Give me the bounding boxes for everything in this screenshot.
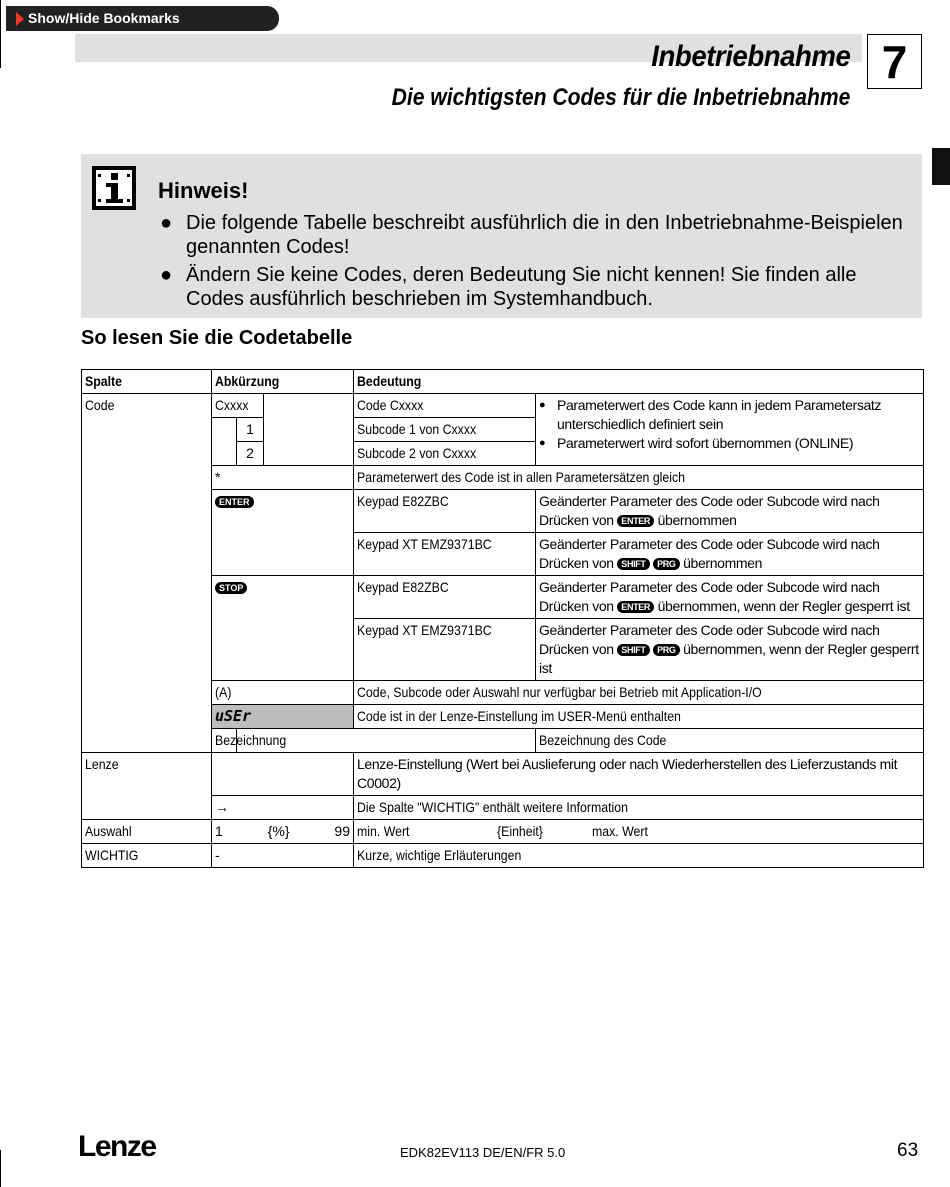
stop-key-icon: STOP [215,582,247,594]
cell-code-bullets [536,394,924,466]
cell-wichtig-abbr: - [212,844,354,868]
note-title: Hinweis! [158,178,249,203]
cell-bezeichnung-desc: Bezeichnung des Code [536,729,924,753]
cell-arrow [212,796,354,820]
cell-wichtig-label: WICHTIG [82,844,212,868]
cell-sub1-desc: Subcode 1 von Cxxxx [354,418,536,442]
cell-stop-key [212,576,354,681]
cell-user-desc: Code ist in der Lenze-Einstellung im USER-Menü enthalten [354,705,924,729]
prg-key-icon: PRG [653,644,679,656]
cell-auswahl-label: Auswahl [82,820,212,844]
table-row [82,394,924,418]
cell-bezeichnung-label: Bezeichnung [212,729,237,753]
table-row [82,844,924,868]
table-header-row [82,370,924,394]
cell-stop-kp1-desc: Geänderter Parameter des Code oder Subcode wird nach Drücken von ENTER übernommen, wenn der Regler gesperrt ist [536,576,924,619]
cell-enter-kp1-desc: Geänderter Parameter des Code oder Subcode wird nach Drücken von ENTER übernommen [536,490,924,533]
list-item: ● Parameterwert des Code kann in jedem Parametersatz unterschiedlich definiert sein [539,396,920,434]
cell-subcode-indent [212,418,237,466]
cell-a-desc: Code, Subcode oder Auswahl nur verfügbar bei Betrieb mit Application-I/O [354,681,924,705]
cell-sub2-num: 2 [237,442,264,466]
cell-cxxxx: Cxxxx [212,394,264,418]
header-cell-abkuerzung: Abkürzung [212,370,354,394]
enter-key-icon: ENTER [617,515,654,527]
cell-star-desc: Parameterwert des Code ist in allen Parametersätzen gleich [354,466,924,490]
cell-arrow-desc: Die Spalte "WICHTIG" enthält weitere Information [354,796,924,820]
left-edge-mark-bottom [0,1150,1,1187]
cell-code-spacer [264,394,354,466]
chapter-number-box: 7 [867,34,922,89]
cell-keypad-e82zbc: Keypad E82ZBC [354,490,536,533]
lenze-logo: Lenze [78,1130,156,1163]
cell-star: * [212,466,354,490]
cell-a-abbr: (A) [212,681,354,705]
enter-key-icon: ENTER [617,601,654,613]
cell-sub2-desc: Subcode 2 von Cxxxx [354,442,536,466]
cell-auswahl-desc: min. Wert {Einheit} max. Wert [354,820,924,844]
left-edge-mark [0,0,1,68]
chapter-subtitle: Die wichtigsten Codes für die Inbetriebnahme [391,84,850,111]
chapter-side-tab [932,148,950,185]
table-row [82,820,924,844]
shift-key-icon: SHIFT [617,644,649,656]
note-bullet-text: Ändern Sie keine Codes, deren Bedeutung Sie nicht kennen! Sie finden alle Codes ausführlich beschrieben im Systemhandbuch. [186,264,857,310]
bullet-symbol: ● [160,212,173,234]
cell-stop-kp2-desc: Geänderter Parameter des Code oder Subcode wird nach Drücken von SHIFT PRG übernommen, wenn der Regler gesperrt ist [536,619,924,681]
show-hide-bookmarks-button[interactable] [6,6,279,31]
cell-sub1-num: 1 [237,418,264,442]
arrow-right-icon: → [215,799,229,815]
bullet-symbol: ● [160,264,173,286]
bookmarks-button-label: Show/Hide Bookmarks [28,10,180,26]
table-row [82,753,924,796]
list-item: ● Parameterwert wird sofort übernommen (ONLINE) [539,434,920,453]
cell-wichtig-desc: Kurze, wichtige Erläuterungen [354,844,924,868]
prg-key-icon: PRG [653,558,679,570]
cell-auswahl-range: 1 {%} 99 [212,820,354,844]
shift-key-icon: SHIFT [617,558,649,570]
cell-keypad-xt: Keypad XT EMZ9371BC [354,619,536,681]
cell-lenze-abbr [212,753,354,796]
info-icon [92,166,136,215]
code-table [81,369,924,868]
cell-enter-kp2-desc: Geänderter Parameter des Code oder Subcode wird nach Drücken von SHIFT PRG übernommen [536,533,924,576]
chapter-title: Inbetriebnahme [650,40,850,73]
page-number: 63 [897,1140,919,1161]
cell-code-label: Code [82,394,212,753]
cell-keypad-e82zbc: Keypad E82ZBC [354,576,536,619]
document-id: EDK82EV113 DE/EN/FR 5.0 [400,1145,566,1160]
cell-code-desc: Code Cxxxx [354,394,536,418]
enter-key-icon: ENTER [215,496,254,508]
header-cell-bedeutung: Bedeutung [354,370,924,394]
header-cell-spalte: Spalte [82,370,212,394]
cell-enter-key [212,490,354,576]
cell-lenze-desc: Lenze-Einstellung (Wert bei Auslieferung oder nach Wiederherstellen des Lieferzustands mit C0002) [354,753,924,796]
cell-lenze-label: Lenze [82,753,212,820]
note-bullet-text: Die folgende Tabelle beschreibt ausführlich die in den Inbetriebnahme-Beispielen genannten Codes! [186,212,903,258]
cell-user-abbr: uSEr [212,705,354,729]
cell-keypad-xt: Keypad XT EMZ9371BC [354,533,536,576]
section-heading: So lesen Sie die Codetabelle [81,327,353,349]
triangle-right-icon [16,12,24,26]
